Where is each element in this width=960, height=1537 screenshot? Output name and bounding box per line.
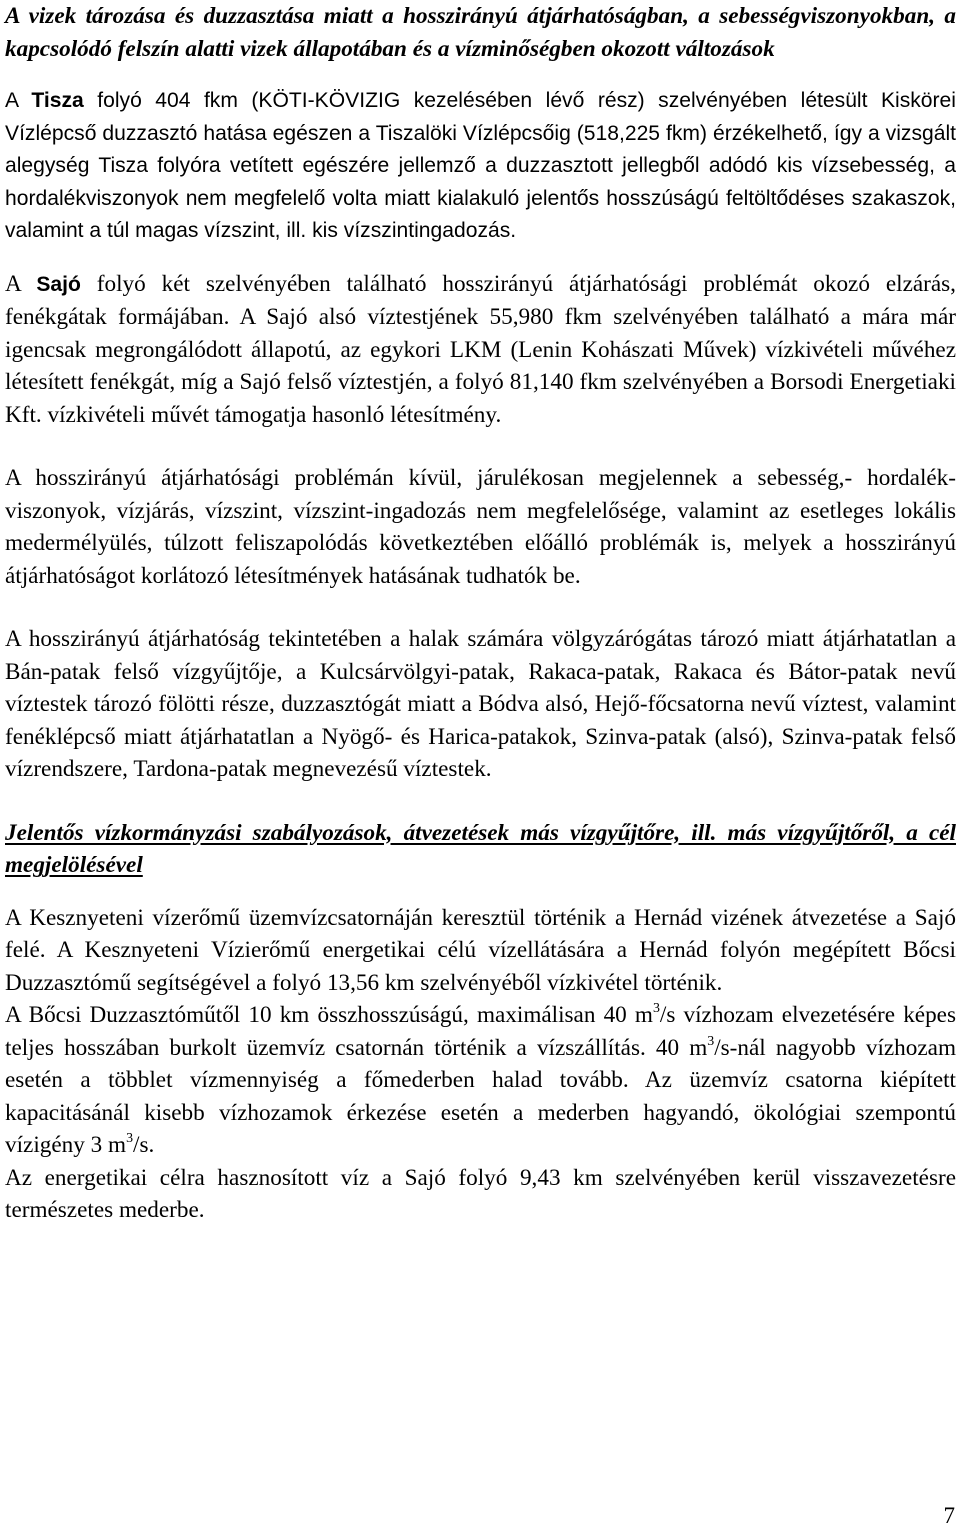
- river-name-sajo: Sajó: [36, 272, 81, 296]
- paragraph-kesznyeten: A Kesznyeteni vízerőmű üzemvízcsatornáján keresztül történik a Hernád vizének átvezetése a Sajó felé. A Kesznyeteni Vízierőmű energetikai célú vízellátására a Hernád folyón megépített Bőcsi Duzzasztómű segítségével a folyó 13,56 km szelvényéből vízkivétel történik.: [5, 904, 956, 996]
- document-page: [5, 0, 956, 1227]
- page-number: 7: [943, 1503, 955, 1528]
- paragraph-tisza: A Tisza folyó 404 fkm (KÖTI-KÖVIZIG kezelésében lévő rész) szelvényében létesült Kiskörei Vízlépcső duzzasztó hatása egészen a Tiszalöki Vízlépcsőig (518,225 fkm) érzékelhető, így a vizsgált alegység Tisza folyóra vetített egészére jellemző a duzzasztott jellegből adódó kis vízsebesség, a hordalékviszonyok nem megfelelő volta miatt kialakuló jelentős hosszúságú feltöltődéses szakaszok, valamint a túl magas vízszint, ill. kis vízszintingadozás.: [5, 89, 956, 242]
- paragraph-sajo: A Sajó folyó két szelvényében található hosszirányú átjárhatósági problémát okozó elzárás, fenékgátak formájában. A Sajó alsó víztestjének 55,980 fkm szelvényében található a mára már igencsak megrongálódott állapotú, az egykori LKM (Lenin Kohászati Művek) vízkivételi művéhez létesített fenékgát, míg a Sajó felső víztestjén, a folyó 81,140 fkm szelvényében a Borsodi Energetiaki Kft. vízkivételi művét támogatja hasonló létesítmény.: [5, 270, 956, 428]
- paragraph-energy-return: Az energetikai célra hasznosított víz a Sajó folyó 9,43 km szelvényében kerül visszavezetésre természetes mederbe.: [5, 1164, 956, 1223]
- paragraph-fish-passage: A hosszirányú átjárhatóság tekintetében a halak számára völgyzárógátas tározó miatt átjárhatatlan a Bán-patak felső vízgyűjtője, a Kulcsárvölgyi-patak, Rakaca-patak, Rakaca és Bátor-patak nevű víztestek tározó fölötti része, duzzasztógát miatt a Bódva alsó, Hejő-főcsatorna nevű víztest, valamint fenéklépcső miatt átjárhatatlan a Nyögő- és Harica-patakok, Szinva-patak (alsó), Szinva-patak felső vízrendszere, Tardona-patak megnevezésű víztestek.: [5, 626, 956, 782]
- river-name-tisza: Tisza: [31, 89, 84, 112]
- section-heading-reservoirs: A vizek tározása és duzzasztása miatt a hosszirányú átjárhatóságban, a sebességviszonyokban, a kapcsolódó felszín alatti vizek állapotában és a vízminőségben okozott változások: [5, 3, 956, 62]
- paragraph-longitudinal-problems: A hosszirányú átjárhatósági problémán kívül, járulékosan megjelennek a sebesség,- hordalék-viszonyok, vízjárás, vízszint, vízszint-ingadozás nem megfelelősége, valamint az esetleges lokális medermélyülés, túlzott feliszapolódás következtében előálló problémák is, melyek a hosszirányú átjárhatóságot korlátozó létesítmények hatásának tudhatók be.: [5, 465, 956, 589]
- section-heading-water-transfers: Jelentős vízkormányzási szabályozások, átvezetések más vízgyűjtőre, ill. más vízgyűjtőről, a cél megjelölésével: [5, 819, 956, 878]
- paragraph-bocs-canal: A Bőcsi Duzzasztóműtől 10 km összhosszúságú, maximálisan 40 $m^3/s$ vízhozam elvezetésére képes teljes hosszában burkolt üzemvíz csatornán történik a vízszállítás. 40 $m^3/s$-nál nagyobb vízhozam esetén a többlet vízmennyiség a főmederben halad tovább. Az üzemvíz csatorna kiépített kapacitásánál kisebb vízhozamok érkezése esetén a mederben hagyandó, ökológiai szempontú vízigény 3 $m^3/s$.: [5, 1001, 956, 1158]
